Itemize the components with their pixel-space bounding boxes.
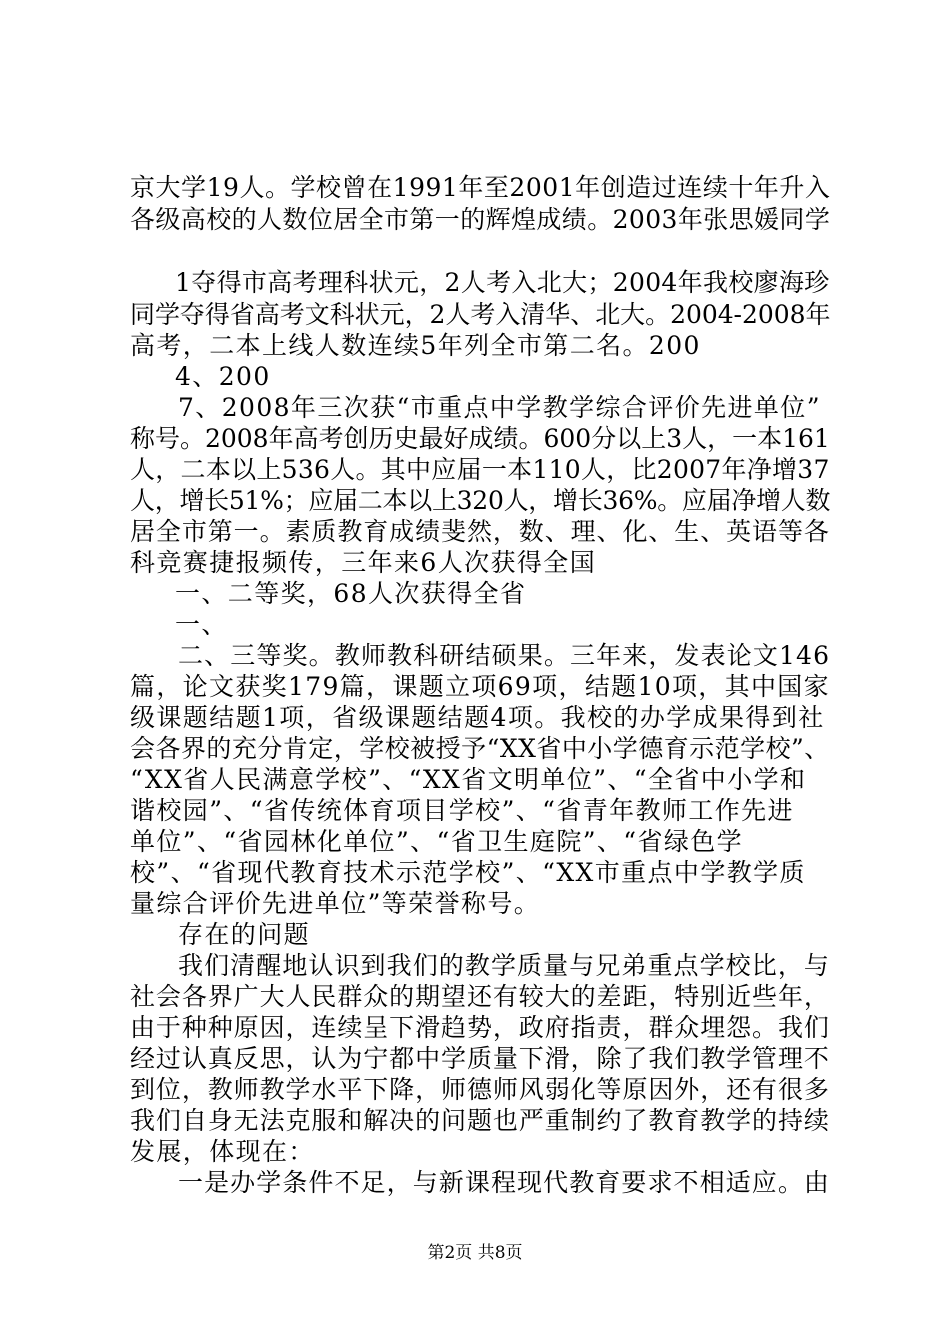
paragraph-line: 我们自身无法克服和解决的问题也严重制约了教育教学的持续 [130, 1106, 830, 1135]
paragraph-line: 称号。2008年高考创历史最好成绩。600分以上3人，一本161 [130, 424, 830, 453]
page-number-footer: 第2页 共8页 [427, 1243, 523, 1263]
paragraph-line: 各级高校的人数位居全市第一的辉煌成绩。2003年张思媛同学 [130, 205, 831, 234]
paragraph-line: 4、200 [175, 362, 271, 391]
paragraph-line: 我们清醒地认识到我们的教学质量与兄弟重点学校比，与 [178, 951, 831, 980]
paragraph-line: 篇，论文获奖179篇，课题立项69项，结题10项，其中国家 [130, 672, 830, 701]
paragraph-line: 到位，教师教学水平下降，师德师风弱化等原因外，还有很多 [130, 1075, 830, 1104]
paragraph-line: 经过认真反思，认为宁都中学质量下滑，除了我们教学管理不 [130, 1044, 830, 1073]
paragraph-line: 量综合评价先进单位”等荣誉称号。 [130, 889, 541, 918]
paragraph-line: 7、2008年三次获“市重点中学教学综合评价先进单位” [178, 393, 821, 422]
paragraph-line: 1夺得市高考理科状元，2人考入北大；2004年我校廖海珍 [175, 268, 830, 297]
paragraph-line: 社会各界广大人民群众的期望还有较大的差距，特别近些年， [130, 982, 830, 1011]
paragraph-line: 发展，体现在： [130, 1137, 315, 1166]
section-heading: 存在的问题 [178, 920, 311, 949]
paragraph-line: 京大学19人。学校曾在1991年至2001年创造过连续十年升入 [130, 173, 831, 202]
paragraph-line: 一、二等奖，68人次获得全省 [175, 579, 527, 608]
paragraph-line: 居全市第一。素质教育成绩斐然，数、理、化、生、英语等各 [130, 517, 830, 546]
paragraph-line: 级课题结题1项，省级课题结题4项。我校的办学成果得到社 [130, 703, 825, 732]
paragraph-line: 人，二本以上536人。其中应届一本110人，比2007年净增37 [130, 455, 830, 484]
paragraph-line: 由于种种原因，连续呈下滑趋势，政府指责，群众埋怨。我们 [130, 1013, 830, 1042]
paragraph-line: 同学夺得省高考文科状元，2人考入清华、北大。2004-2008年 [130, 300, 831, 329]
paragraph-line: 人，增长51%；应届二本以上320人，增长36%。应届净增人数 [130, 486, 831, 515]
paragraph-line: 一是办学条件不足，与新课程现代教育要求不相适应。由 [178, 1168, 831, 1197]
paragraph-line: 二、三等奖。教师教科研结硕果。三年来，发表论文146 [178, 641, 831, 670]
paragraph-line: 一、 [175, 610, 228, 639]
paragraph-line: 高考，二本上线人数连续5年列全市第二名。200 [130, 331, 701, 360]
paragraph-line: 校”、“省现代教育技术示范学校”、“XX市重点中学教学质 [130, 858, 806, 887]
paragraph-line: 单位”、“省园林化单位”、“省卫生庭院”、“省绿色学 [130, 827, 744, 856]
paragraph-line: “XX省人民满意学校”、“XX省文明单位”、“全省中小学和 [130, 765, 807, 794]
paragraph-line: 科竞赛捷报频传，三年来6人次获得全国 [130, 548, 597, 577]
paragraph-line: 谐校园”、“省传统体育项目学校”、“省青年教师工作先进 [130, 796, 794, 825]
paragraph-line: 会各界的充分肯定，学校被授予“XX省中小学德育示范学校”、 [130, 734, 830, 763]
